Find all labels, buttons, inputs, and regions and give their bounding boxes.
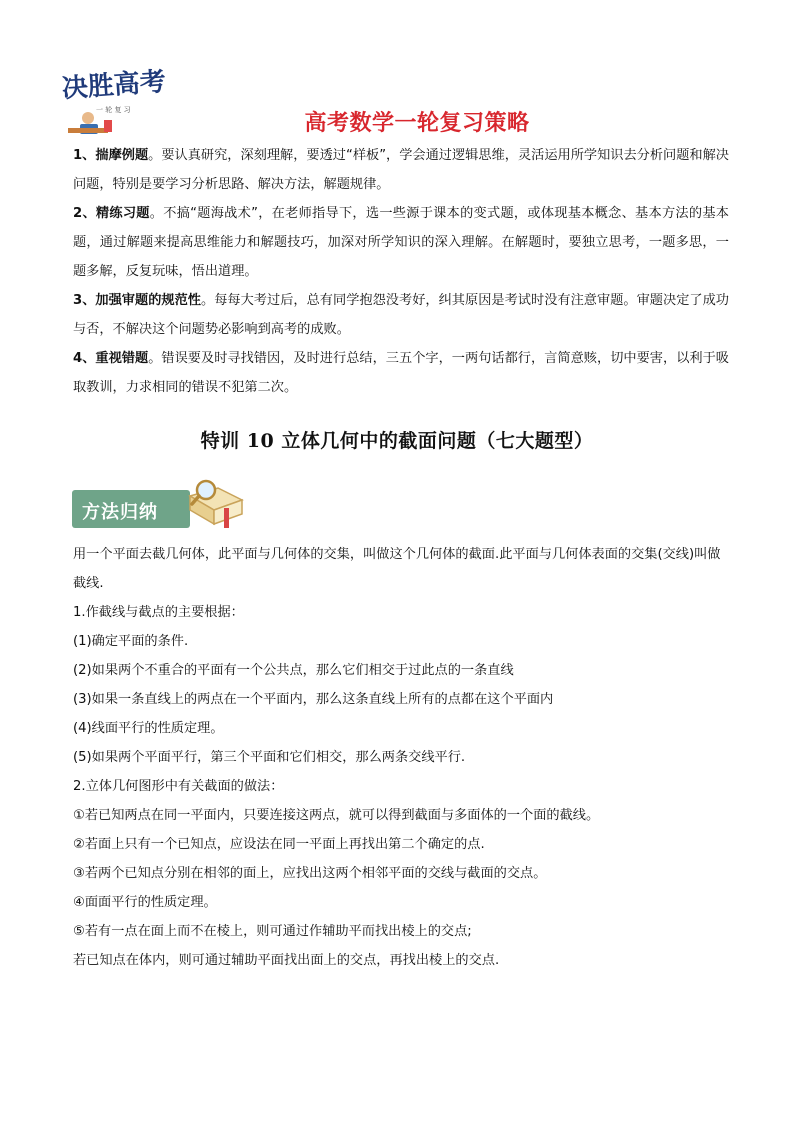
- tip-number: 4、: [73, 351, 96, 366]
- content-line: 2.立体几何图形中有关截面的做法：: [73, 779, 284, 794]
- logo-text: 决胜高考: [60, 66, 167, 105]
- content-line: ⑤若有一点在面上而不在棱上，则可通过作辅助平而找出棱上的交点;: [73, 924, 472, 939]
- tip-heading: 揣摩例题: [95, 148, 149, 163]
- content-line: ②若面上只有一个已知点，应设法在同一平面上再找出第二个确定的点.: [73, 837, 485, 852]
- content-line: (1)确定平面的条件.: [73, 634, 189, 649]
- content-line: ①若已知两点在同一平面内，只要连接这两点，就可以得到截面与多面体的一个面的截线。: [73, 808, 600, 823]
- book-magnifier-icon: [184, 478, 248, 532]
- tip-body: 。要认真研究，深刻理解，要透过“样板”，学会通过逻辑思维，灵活运用所学知识去分析问题和解决问题，特别是要学习分析思路、解决方法，解题规律。: [73, 148, 729, 192]
- strategy-tips: [73, 141, 729, 402]
- tip-item: [73, 286, 729, 344]
- tip-heading: 精练习题: [95, 206, 150, 221]
- section-title: 特训 10 立体几何中的截面问题（七大题型）: [200, 430, 594, 452]
- tip-body: 。每每大考过后，总有同学抱怨没考好，纠其原因是考试时没有注意审题。审题决定了成功与否，不解决这个问题势必影响到高考的成败。: [73, 293, 729, 337]
- content-line: (3)如果一条直线上的两点在一个平面内，那么这条直线上所有的点都在这个平面内: [73, 692, 554, 707]
- tip-number: 1、: [73, 148, 96, 163]
- page-title: 高考数学一轮复习策略: [304, 111, 530, 136]
- content-line: (2)如果两个不重合的平面有一个公共点，那么它们相交于过此点的一条直线: [73, 663, 514, 678]
- logo-subtext: 一 轮 复 习: [96, 106, 131, 114]
- method-content: [73, 540, 729, 975]
- tip-number: 3、: [73, 293, 96, 308]
- content-line: (4)线面平行的性质定理。: [73, 721, 224, 736]
- tip-body: 。不搞“题海战术”，在老师指导下，选一些源于课本的变式题，或体现基本概念、基本方法的基本题，通过解题来提高思维能力和解题技巧，加深对所学知识的深入理解。在解题时，要独立思考，一题多思，一题多解，反复玩味，悟出道理。: [73, 206, 729, 279]
- tip-body: 。错误要及时寻找错因，及时进行总结，三五个字，一两句话都行，言简意赅，切中要害，以利于吸取教训，力求相同的错误不犯第二次。: [73, 351, 729, 395]
- content-line: ③若两个已知点分别在相邻的面上，应找出这两个相邻平面的交线与截面的交点。: [73, 866, 547, 881]
- content-line: 用一个平面去截几何体，此平面与几何体的交集，叫做这个几何体的截面.此平面与几何体表面的交集(交线)叫做截线.: [73, 547, 721, 591]
- content-line: 若已知点在体内，则可通过辅助平面找出面上的交点，再找出棱上的交点.: [73, 953, 500, 968]
- tip-item: [73, 344, 729, 402]
- content-line: ④面面平行的性质定理。: [73, 895, 217, 910]
- tip-number: 2、: [73, 206, 96, 221]
- content-line: (5)如果两个平面平行，第三个平面和它们相交，那么两条交线平行.: [73, 750, 466, 765]
- tip-item: [73, 199, 729, 286]
- content-line: 1.作截线与截点的主要根据：: [73, 605, 244, 620]
- tip-item: [73, 141, 729, 199]
- tip-heading: 重视错题: [95, 351, 149, 366]
- method-label: 方法归纳: [82, 502, 158, 523]
- tip-heading: 加强审题的规范性: [95, 293, 201, 308]
- method-banner: [72, 478, 244, 532]
